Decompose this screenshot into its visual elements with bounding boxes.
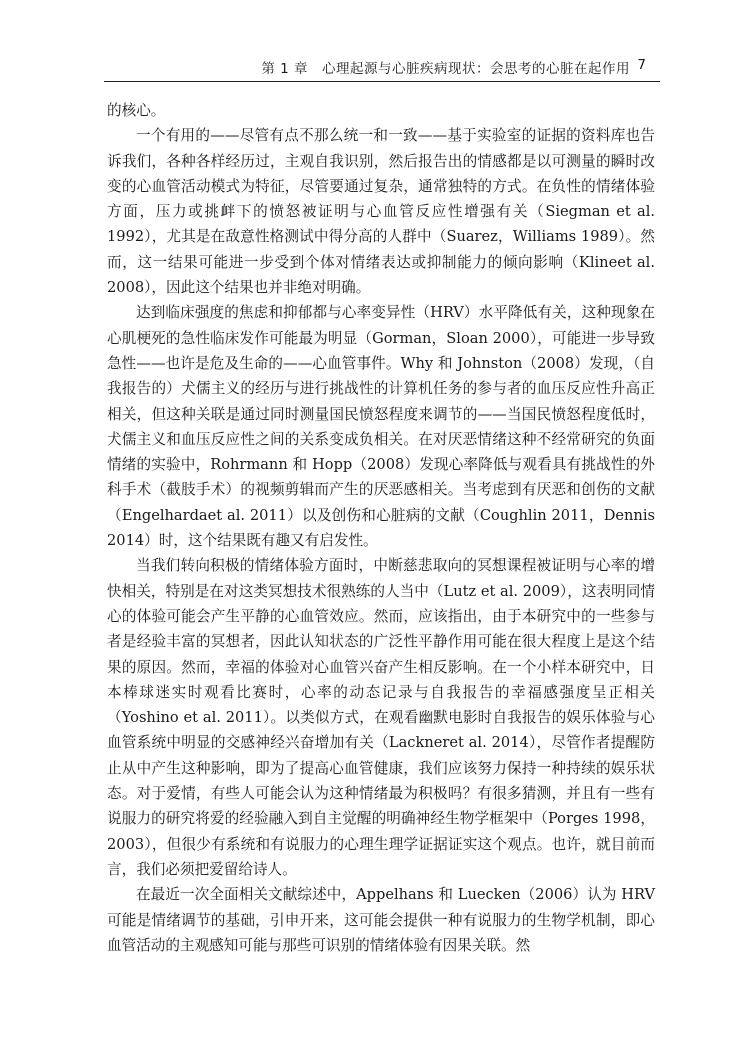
body-text	[107, 98, 655, 958]
paragraph: 一个有用的——尽管有点不那么统一和一致——基于实验室的证据的资料库也告诉我们，各种各样经历过，主观自我识别，然后报告出的情感都是以可测量的瞬时改变的心血管活动模式为特征，尽管要通过复杂，通常独特的方式。在负性的情绪体验方面，压力或挑衅下的愤怒被证明与心血管反应性增强有关（Siegman et al. 1992），尤其是在敌意性格测试中得分高的人群中（Suarez，Williams 1989）。然而，这一结果可能进一步受到个体对情绪表达或抑制能力的倾向影响（Klineet al. 2008），因此这个结果也并非绝对明确。	[107, 127, 655, 297]
running-header	[0, 0, 730, 80]
header-rule	[104, 81, 660, 82]
paragraph: 当我们转向积极的情绪体验方面时，中断慈悲取向的冥想课程被证明与心率的增快相关，特别是在对这类冥想技术很熟练的人当中（Lutz et al. 2009），这表明同情心的体验可能会产生平静的心血管效应。然而，应该指出，由于本研究中的一些参与者是经验丰富的冥想者，因此认知状态的广泛性平静作用可能在很大程度上是这个结果的原因。然而，幸福的体验对心血管兴奋产生相反影响。在一个小样本研究中，日本棒球迷实时观看比赛时，心率的动态记录与自我报告的幸福感强度呈正相关（Yoshino et al. 2011）。以类似方式，在观看幽默电影时自我报告的娱乐体验与心血管系统中明显的交感神经兴奋增加有关（Lackneret al. 2014），尽管作者提醒防止从中产生这种影响，即为了提高心血管健康，我们应该努力保持一种持续的娱乐状态。对于爱情，有些人可能会认为这种情绪最为积极吗？有很多猜测，并且有一些有说服力的研究将爱的经验融入到自主觉醒的明确神经生物学框架中（Porges 1998，2003），但很少有系统和有说服力的心理生理学证据证实这个观点。也许，就目前而言，我们必须把爱留给诗人。	[107, 557, 655, 878]
paragraph: 达到临床强度的焦虑和抑郁都与心率变异性（HRV）水平降低有关，这种现象在心肌梗死的急性临床发作可能最为明显（Gorman，Sloan 2000），可能进一步导致急性——也许是危及生命的——心血管事件。Why 和 Johnston（2008）发现，（自我报告的）犬儒主义的经历与进行挑战性的计算机任务的参与者的血压反应性升高正相关，但这种关联是通过同时测量国民愤怒程度来调节的——当国民愤怒程度低时，犬儒主义和血压反应性之间的关系变成负相关。在对厌恶情绪这种不经常研究的负面情绪的实验中，Rohrmann 和 Hopp（2008）发现心率降低与观看具有挑战性的外科手术（截肢手术）的视频剪辑而产生的厌恶感相关。当考虑到有厌恶和创伤的文献（Engelhardaet al. 2011）以及创伤和心脏病的文献（Coughlin 2011，Dennis 2014）时，这个结果既有趣又有启发性。	[107, 304, 655, 550]
paragraph-continuation: 的核心。	[107, 102, 166, 119]
paragraph: 在最近一次全面相关文献综述中，Appelhans 和 Luecken（2006）认为 HRV 可能是情绪调节的基础，引申开来，这可能会提供一种有说服力的生物学机制，即心血管活动的主观感知可能与那些可识别的情绪体验有因果关联。然	[107, 886, 655, 954]
page-number: 7	[637, 57, 646, 73]
chapter-title: 第 1 章 心理起源与心脏疾病现状：会思考的心脏在起作用	[261, 61, 630, 77]
